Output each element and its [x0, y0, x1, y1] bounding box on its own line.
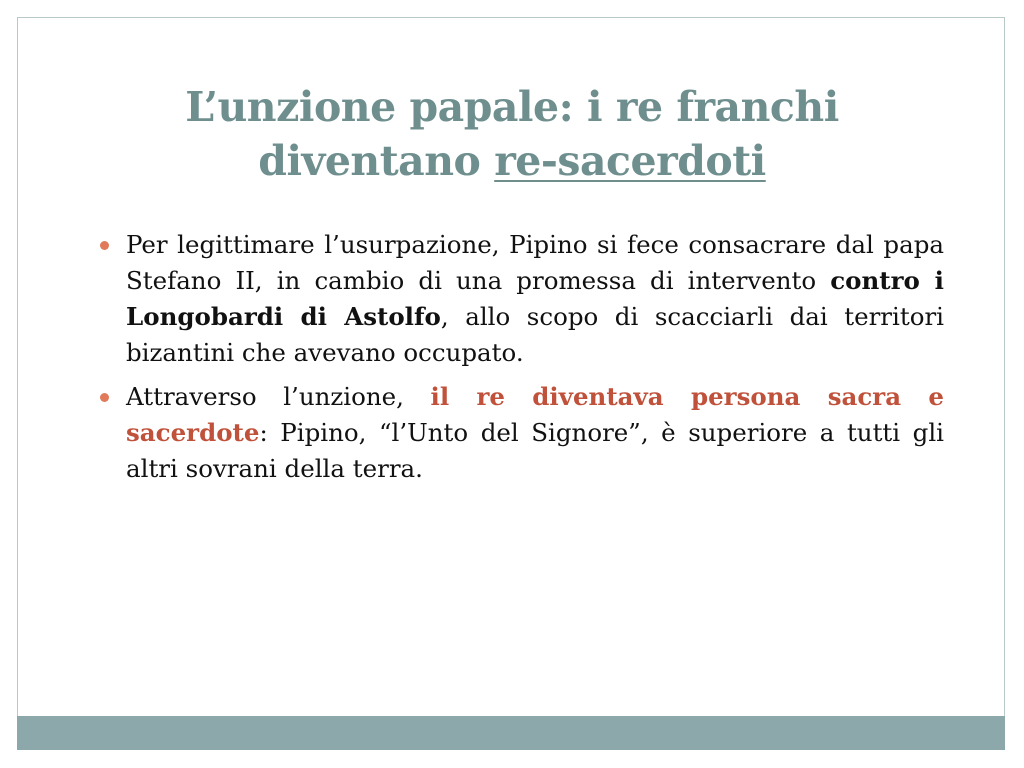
footer-bar: [17, 716, 1005, 750]
bullet-1-text-1: Per legittimare l’usurpazione, Pipino si fece consacrare dal papa Stefano II, in cambio di una promessa di intervento: [126, 230, 944, 295]
title-line-1: L’unzione papale: i re franchi: [185, 83, 839, 131]
title-line-2-prefix: diventano: [258, 137, 495, 185]
bullet-dot-icon: [100, 393, 109, 402]
bullet-1-text-3: , allo scopo di scacciarli dai territori bizantini che avevano occupato.: [126, 302, 944, 367]
bullet-2-highlight-text: il re diventava persona sacra e sacerdote: [126, 382, 944, 447]
bullet-2-text-1: Attraverso l’unzione,: [126, 382, 431, 411]
bullet-dot-icon: [100, 241, 109, 250]
slide-body: [98, 227, 944, 495]
bullet-2-text-3: : Pipino, “l’Unto del Signore”, è superiore a tutti gli altri sovrani della terra.: [126, 418, 944, 483]
slide-title: [40, 80, 984, 188]
bullet-item-2: [98, 379, 944, 487]
title-underlined-term: re-sacerdoti: [494, 137, 766, 185]
bullet-item-1: [98, 227, 944, 371]
bullet-1-bold-text: contro i Longobardi di Astolfo: [126, 266, 944, 331]
